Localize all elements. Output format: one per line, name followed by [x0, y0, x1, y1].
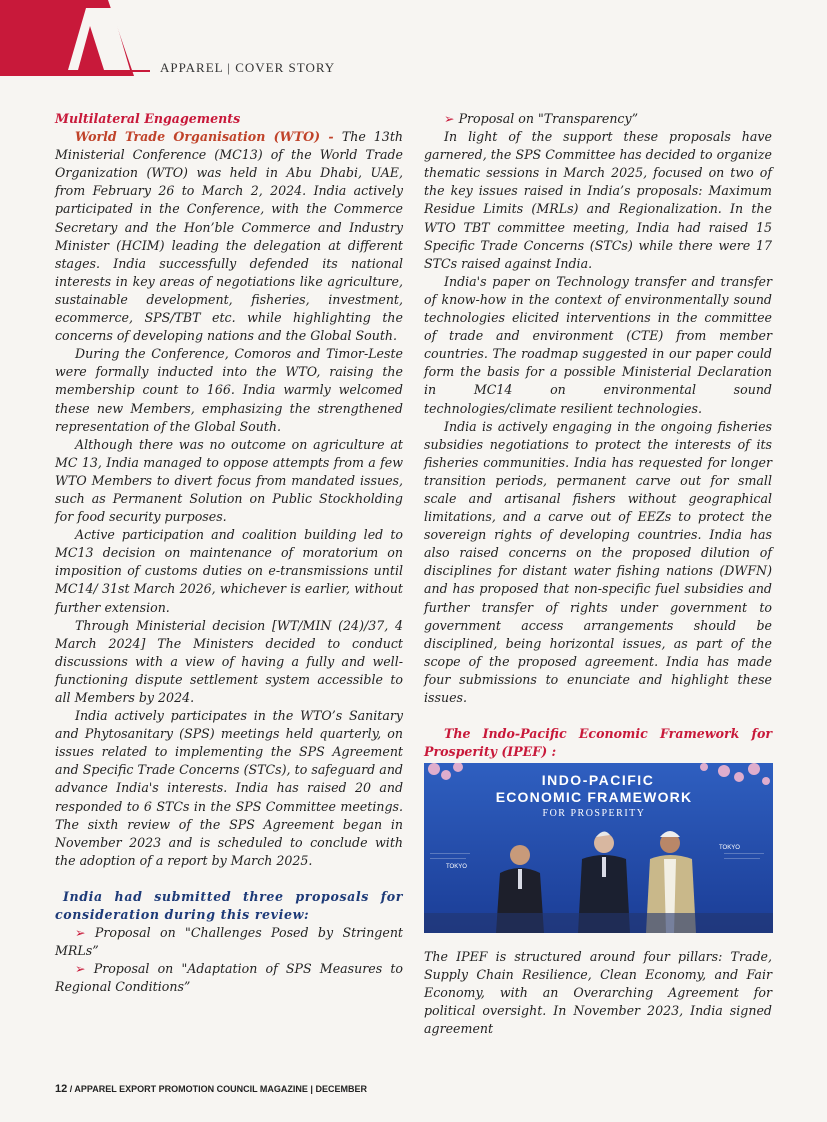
brand-logo-a — [0, 0, 150, 76]
paragraph: The IPEF is structured around four pillars: Trade, Supply Chain Resilience, Clean Economy, and Fair Economy, with an Overarching Agreement for political oversight. In November 2023, India signed agreement — [424, 949, 772, 1037]
arrow-icon: ➢ — [75, 925, 95, 941]
ipef-photo — [424, 763, 773, 933]
paragraph: India's paper on Technology transfer and transfer of know-how in the context of environmentally sound technologies elicited interventions in the committee of trade and environment (CTE) from member countries. The roadmap suggested in our paper could form the basis for a possible Ministerial Declaration in MC14 on environmental sound technologies/climate resilient technologies. — [424, 273, 772, 416]
arrow-icon: ➢ — [75, 961, 94, 977]
photo-tokyo-right: TOKYO — [719, 845, 740, 851]
paragraph: Active participation and coalition building led to MC13 decision on maintenance of moratorium on imposition of customs duties on e-transmissions until MC14/ 31st March 2026, whichever is earlier, without further extension. — [55, 527, 403, 615]
photo-tokyo-left: TOKYO — [446, 864, 467, 870]
right-column — [424, 110, 772, 761]
paragraph: Through Ministerial decision [WT/MIN (24)/37, 4 March 2024] The Ministers decided to conduct discussions with a view of having a fully and well-functioning dispute settlement system accessible to all Members by 2024. — [55, 617, 403, 705]
proposal-item — [55, 960, 403, 996]
right-column-after-photo — [424, 948, 772, 1038]
proposal-text: Proposal on "Transparency” — [458, 111, 639, 126]
photo-title-line2: ECONOMIC FRAMEWORK — [495, 789, 693, 805]
proposals-heading: India had submitted three proposals for consideration during this review: — [55, 888, 403, 923]
paragraph: During the Conference, Comoros and Timor-Leste were formally inducted into the WTO, raising the membership count to 166. India warmly welcomed these new Members, emphasizing the strengthened representation of the Global South. — [55, 346, 403, 434]
paragraph: India is actively engaging in the ongoing fisheries subsidies negotiations to protect the interests of its fisheries communities. India has requested for longer transition periods, permanent carve out for small scale and artisanal fishers without geographical limitations, and a carve out of EEZs to protect the sovereign rights of developing countries. India has also raised concerns on the proposed dilution of disciplines for distant water fishing nations (DWFN) and has proposed that non-specific fuel subsidies and further transfer of rights under government to government access arrangements should be disciplined, being horizontal issues, as part of the scope of the proposed agreement. India has made four submissions to enunciate and highlight these issues. — [424, 418, 772, 705]
proposal-item — [55, 924, 403, 960]
page-footer: 12 / APPAREL EXPORT PROMOTION COUNCIL MAGAZINE | DECEMBER — [55, 1083, 367, 1095]
paragraph: India actively participates in the WTO’s Sanitary and Phytosanitary (SPS) meetings held quarterly, on issues related to implementing the SPS Agreement and Specific Trade Concerns (STCs), to safeguard and advance India's interests. India has raised 20 and responded to 6 STCs in the SPS Committee meetings. The sixth review of the SPS Agreement began in November 2023 and is scheduled to conclude with the adoption of a report by March 2025. — [55, 708, 403, 868]
proposal-text: Proposal on "Challenges Posed by Stringent MRLs” — [55, 925, 403, 959]
photo-title-line3: FOR PROSPERITY — [542, 808, 646, 819]
section-heading: Multilateral Engagements — [55, 111, 241, 126]
proposal-item — [424, 110, 772, 128]
ipef-heading: The Indo-Pacific Economic Framework for Prosperity (IPEF) : — [424, 726, 772, 760]
paragraph — [55, 128, 403, 345]
section-label: APPAREL | COVER STORY — [160, 60, 336, 75]
paragraph-text: The 13th Ministerial Conference (MC13) of the World Trade Organization (WTO) was held in Abu Dhabi, UAE, from February 26 to March 2, 2024. India actively participated in the Conference, with the Commerce Secretary and the Hon’ble Commerce and Industry Minister (HCIM) leading the delegation at different stages. India successfully defended its national interests in key areas of negotiations like agriculture, sustainable development, fisheries, investment, ecommerce, SPS/TBT etc. while highlighting the concerns of developing nations and the Global South. — [55, 129, 403, 344]
left-column — [55, 110, 403, 997]
paragraph-lead: World Trade Organisation (WTO) - — [75, 129, 342, 145]
paragraph: Although there was no outcome on agriculture at MC 13, India managed to oppose attempts from a few WTO Members to divert focus from mandated issues, such as Permanent Solution on Public Stockholding for food security purposes. — [55, 436, 403, 525]
footer-text: APPAREL EXPORT PROMOTION COUNCIL MAGAZINE | DECEMBER — [74, 1084, 367, 1094]
photo-title-line1: INDO-PACIFIC — [541, 772, 655, 788]
arrow-icon: ➢ — [444, 111, 459, 126]
paragraph: In light of the support these proposals have garnered, the SPS Committee has decided to organize thematic sessions in March 2025, focused on two of the key issues raised in India’s proposals: Maximum Residue Limits (MRLs) and Regionalization. In the WTO TBT committee meeting, India had raised 15 Specific Trade Concerns (STCs) while there were 17 STCs raised against India. — [424, 129, 772, 271]
proposal-text: Proposal on "Adaptation of SPS Measures to Regional Conditions” — [55, 961, 403, 995]
page-number: 12 — [55, 1083, 68, 1095]
